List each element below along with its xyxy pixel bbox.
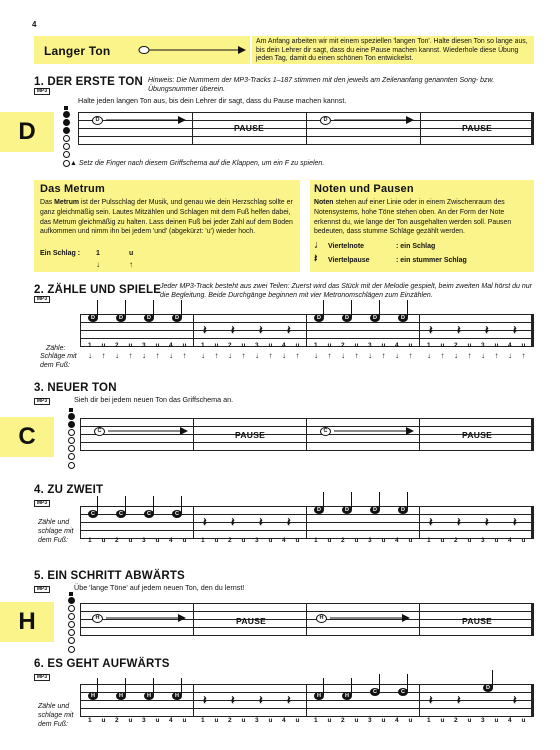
s3-instruction: Sieh dir bei jedem neuen Ton das Griffschema an. — [74, 395, 234, 404]
quarter-note: C — [88, 510, 98, 518]
count-label: u — [521, 342, 526, 349]
arrow-down-icon: ↓ — [395, 351, 399, 360]
mp3-badge[interactable]: MP3 — [34, 398, 50, 405]
arrow-down-icon: ↓ — [314, 351, 318, 360]
count-label: u — [128, 537, 133, 544]
arrow-up-icon: ↑ — [467, 351, 472, 360]
count-label: u — [327, 342, 332, 349]
note-stem — [351, 678, 352, 695]
note-letter-box — [0, 602, 54, 642]
foot-label: Schläge mit dem Fuß: — [40, 353, 77, 369]
count-label: u — [521, 537, 526, 544]
count-label: u — [354, 537, 359, 544]
count-label: u — [241, 537, 246, 544]
count-label: 3 — [255, 537, 259, 544]
quarter-rest-icon: 𝄽 — [457, 323, 461, 337]
note-stem — [407, 492, 408, 509]
staff-s6 — [80, 684, 534, 717]
count-label: u — [327, 537, 332, 544]
count-label: 3 — [142, 537, 146, 544]
count-label: 2 — [341, 717, 345, 724]
noten-row2-value: : ein stummer Schlag — [396, 257, 467, 264]
quarter-rest-icon: 𝄽 — [429, 323, 433, 337]
fingering-chart — [68, 408, 76, 470]
quarter-note: C — [144, 510, 154, 518]
count-label: u — [408, 717, 413, 724]
count-label: 1 — [427, 342, 431, 349]
noten-box — [310, 180, 534, 272]
count-label: 2 — [228, 717, 232, 724]
note-stem — [323, 492, 324, 509]
count-label: 1 — [88, 717, 92, 724]
note-stem — [351, 492, 352, 509]
count-label: 2 — [454, 537, 458, 544]
quarter-note: D — [398, 314, 408, 322]
mp3-badge[interactable]: MP3 — [34, 296, 50, 303]
count-label: u — [268, 342, 273, 349]
count-label: u — [295, 342, 300, 349]
long-arrow-icon — [138, 45, 248, 55]
count-label: u — [440, 537, 445, 544]
arrow-up-icon: ↑ — [155, 351, 160, 360]
quarter-note: C — [370, 688, 380, 696]
note-stem — [379, 492, 380, 509]
noten-row1-label: Viertelnote — [328, 243, 365, 250]
arrow-up-icon: ↑ — [354, 351, 359, 360]
arrow-down-icon: ↓ — [169, 351, 173, 360]
metrum-box — [34, 180, 300, 272]
quarter-rest-icon: 𝄽 — [231, 515, 235, 529]
note-stem — [351, 300, 352, 317]
quarter-rest-icon: 𝄽 — [287, 515, 291, 529]
count-label: u — [241, 717, 246, 724]
count-label: 4 — [395, 342, 399, 349]
count-label: u — [440, 717, 445, 724]
count-label: 3 — [255, 717, 259, 724]
count-label: 2 — [115, 537, 119, 544]
note-letter: C — [18, 423, 36, 450]
arrow-down-icon: ↓ — [115, 351, 119, 360]
count-label: u — [268, 537, 273, 544]
count-label: u — [381, 717, 386, 724]
s1-footnote: ▲ Setz die Finger nach diesem Griffschema auf die Klappen, um ein F zu spielen. — [70, 160, 325, 167]
quarter-note: D — [314, 314, 324, 322]
arrow-up-icon: ↑ — [440, 351, 445, 360]
count-label: u — [327, 717, 332, 724]
pause-label: PAUSE — [234, 123, 265, 133]
count-label: u — [101, 717, 106, 724]
arrow-up-icon: ↑ — [295, 351, 300, 360]
note-stem — [125, 678, 126, 695]
arrow-down-icon: ↓ — [255, 351, 259, 360]
count-label: 2 — [454, 342, 458, 349]
quarter-rest-icon: 𝄽 — [259, 323, 263, 337]
quarter-rest-icon: 𝄽 — [203, 515, 207, 529]
note-stem — [153, 678, 154, 695]
count-label: u — [155, 342, 160, 349]
count-label: u — [354, 717, 359, 724]
s2-title: 2. ZÄHLE UND SPIELE — [34, 284, 162, 296]
quarter-note: H — [144, 692, 154, 700]
count-label: 4 — [169, 717, 173, 724]
count-label: 4 — [395, 717, 399, 724]
note-letter-box — [0, 112, 54, 152]
noten-row2-label: Viertelpause — [328, 257, 370, 264]
count-label: 1 — [201, 717, 205, 724]
count-label: 4 — [169, 537, 173, 544]
arrow-down-icon: ↓ — [228, 351, 232, 360]
hold-arrow-icon — [106, 612, 186, 622]
count-label: 3 — [481, 342, 485, 349]
whole-note: H — [92, 614, 103, 623]
noten-text: Noten stehen auf einer Linie oder in einem Zwischenraum des Notensystems, hohe Töne stehen oben. An der Form der Note erkennst du, wie lange der Ton ausgehalten werden soll. Pausen bedeuten, dass stumme Schläge gezählt werden. — [314, 199, 512, 236]
quarter-rest-icon: 𝄽 — [203, 693, 207, 707]
arrow-down-icon: ↓ — [201, 351, 205, 360]
note-letter: H — [18, 608, 36, 635]
arrow-down-icon: ↓ — [454, 351, 458, 360]
quarter-note: D — [314, 506, 324, 514]
beat-1: 1 — [96, 250, 100, 257]
count-label: 2 — [454, 717, 458, 724]
beat-u: u — [129, 250, 134, 257]
count-label: u — [182, 717, 187, 724]
noten-title: Noten und Pausen — [314, 183, 414, 195]
count-label: u — [521, 717, 526, 724]
note-stem — [97, 496, 98, 513]
mp3-badge[interactable]: MP3 — [34, 88, 50, 95]
pause-label: PAUSE — [236, 616, 267, 626]
quarter-note: D — [483, 684, 493, 692]
count-label: 2 — [228, 537, 232, 544]
mp3-badge[interactable]: MP3 — [34, 674, 50, 681]
quarter-note-icon: ♩ — [314, 239, 325, 251]
beat-label: Ein Schlag : — [40, 250, 81, 257]
count-label: 1 — [88, 537, 92, 544]
count-label: u — [440, 342, 445, 349]
note-stem — [125, 300, 126, 317]
count-label: 4 — [169, 342, 173, 349]
count-label: u — [155, 537, 160, 544]
s1-hint: Hinweis: Die Nummern der MP3-Tracks 1–187 stimmen mit den jeweils am Zeilenanfang genannten Song- bzw. Übungsnummer überein. — [148, 77, 495, 93]
quarter-rest-icon: 𝄽 — [457, 693, 461, 707]
arrow-up-icon: ↑ — [129, 260, 133, 269]
count-label: 3 — [142, 717, 146, 724]
note-stem — [323, 300, 324, 317]
arrow-up-icon: ↑ — [408, 351, 413, 360]
quarter-rest-icon: 𝄽 — [513, 693, 517, 707]
quarter-rest-icon: 𝄽 — [259, 515, 263, 529]
quarter-rest-icon: 𝄽 — [259, 693, 263, 707]
count-label: u — [101, 342, 106, 349]
quarter-note: C — [398, 688, 408, 696]
count-label: 3 — [255, 342, 259, 349]
count-label: 2 — [115, 342, 119, 349]
s3-title: 3. NEUER TON — [34, 382, 117, 394]
noten-row1-value: : ein Schlag — [396, 243, 436, 250]
count-label: 1 — [88, 342, 92, 349]
arrow-down-icon: ↓ — [368, 351, 372, 360]
whole-note: C — [320, 427, 331, 436]
count-label: Zähle und schlage mit dem Fuß: — [38, 519, 74, 544]
quarter-rest-icon: 𝄽 — [231, 693, 235, 707]
arrow-up-icon: ↑ — [128, 351, 133, 360]
quarter-rest-icon: 𝄽 — [513, 515, 517, 529]
note-stem — [407, 300, 408, 317]
arrow-down-icon: ↓ — [282, 351, 286, 360]
note-stem — [153, 496, 154, 513]
quarter-rest-icon: 𝄽 — [203, 323, 207, 337]
arrow-down-icon: ↓ — [142, 351, 146, 360]
pause-label: PAUSE — [462, 430, 493, 440]
count-label: u — [494, 717, 499, 724]
count-label: Zähle und schlage mit dem Fuß: — [38, 703, 74, 728]
quarter-note: D — [398, 506, 408, 514]
whole-note: H — [316, 614, 327, 623]
metrum-title: Das Metrum — [40, 183, 105, 195]
arrow-down-icon: ↓ — [96, 260, 100, 269]
count-label: u — [214, 342, 219, 349]
count-label: 3 — [368, 717, 372, 724]
quarter-note: D — [116, 314, 126, 322]
count-label: 4 — [508, 717, 512, 724]
pause-label: PAUSE — [235, 430, 266, 440]
quarter-rest-icon: 𝄽 — [429, 693, 433, 707]
quarter-rest-icon: 𝄽 — [314, 253, 318, 265]
count-label: 4 — [395, 537, 399, 544]
count-label: 1 — [201, 537, 205, 544]
count-label: 2 — [341, 537, 345, 544]
whole-note: D — [92, 116, 103, 125]
count-label: u — [241, 342, 246, 349]
note-stem — [407, 674, 408, 691]
pause-label: PAUSE — [462, 123, 493, 133]
s4-title: 4. ZU ZWEIT — [34, 484, 104, 496]
s1-title: 1. DER ERSTE TON — [34, 76, 144, 88]
note-stem — [97, 678, 98, 695]
quarter-rest-icon: 𝄽 — [513, 323, 517, 337]
whole-note: C — [94, 427, 105, 436]
count-label: Zähle: — [46, 345, 66, 352]
count-label: u — [182, 537, 187, 544]
intro-text: Am Anfang arbeiten wir mit einem speziellen 'langen Ton'. Halte diesen Ton so lange aus, bis dein Lehrer dir sagt, dass du eine Pause machen kannst. Wiederhole diese Übung jeden Tag, damit du einen schönen Ton entwickelst. — [252, 36, 534, 64]
quarter-note: H — [342, 692, 352, 700]
quarter-note: D — [370, 506, 380, 514]
count-label: 1 — [314, 342, 318, 349]
quarter-note: D — [370, 314, 380, 322]
count-label: 3 — [368, 342, 372, 349]
s1-instruction: Halte jeden langen Ton aus, bis dein Lehrer dir sagt, dass du Pause machen kannst. — [78, 96, 347, 105]
arrow-up-icon: ↑ — [494, 351, 499, 360]
quarter-note: D — [342, 506, 352, 514]
hold-arrow-icon — [106, 114, 186, 124]
count-label: 2 — [341, 342, 345, 349]
quarter-note: H — [116, 692, 126, 700]
count-label: u — [381, 342, 386, 349]
arrow-up-icon: ↑ — [521, 351, 526, 360]
s6-title: 6. ES GEHT AUFWÄRTS — [34, 658, 170, 670]
quarter-rest-icon: 𝄽 — [457, 515, 461, 529]
note-stem — [379, 674, 380, 691]
arrow-down-icon: ↓ — [341, 351, 345, 360]
note-letter: D — [18, 118, 36, 145]
quarter-note: C — [116, 510, 126, 518]
arrow-up-icon: ↑ — [214, 351, 219, 360]
hold-arrow-icon — [334, 425, 414, 435]
note-stem — [153, 300, 154, 317]
count-label: 4 — [282, 342, 286, 349]
mp3-badge[interactable]: MP3 — [34, 500, 50, 507]
arrow-up-icon: ↑ — [381, 351, 386, 360]
count-label: u — [128, 342, 133, 349]
count-label: u — [214, 717, 219, 724]
count-label: 4 — [282, 717, 286, 724]
count-label: 1 — [427, 537, 431, 544]
note-stem — [323, 678, 324, 695]
note-letter-box — [0, 417, 54, 457]
metrum-text: Das Metrum ist der Pulsschlag der Musik, und genau wie dein Herzschlag sollte er ganz gleichmäßig sein. Lautes Mitzählen und Schlagen mit dem Fuß helfen dabei, das Metrum gleichmäßig zu halten. Lass deinen Fuß bei jeder Zahl auf dem Boden aufkommen und nimm ihn bei jedem 'und' (abgekürzt: 'u') wieder hoch. — [40, 199, 293, 236]
quarter-note: H — [172, 692, 182, 700]
intro-title: Langer Ton — [44, 44, 111, 58]
count-label: u — [295, 717, 300, 724]
hold-arrow-icon — [330, 612, 410, 622]
quarter-rest-icon: 𝄽 — [287, 693, 291, 707]
quarter-rest-icon: 𝄽 — [429, 515, 433, 529]
note-stem — [125, 496, 126, 513]
count-label: u — [268, 717, 273, 724]
count-label: u — [128, 717, 133, 724]
count-label: u — [467, 537, 472, 544]
count-label: 3 — [481, 537, 485, 544]
arrow-down-icon: ↓ — [508, 351, 512, 360]
quarter-note: C — [172, 510, 182, 518]
count-label: 3 — [368, 537, 372, 544]
quarter-note: D — [342, 314, 352, 322]
count-label: 1 — [314, 537, 318, 544]
arrow-up-icon: ↑ — [182, 351, 187, 360]
note-stem — [181, 496, 182, 513]
hold-arrow-icon — [108, 425, 188, 435]
count-label: u — [295, 537, 300, 544]
count-label: 1 — [201, 342, 205, 349]
note-stem — [492, 670, 493, 687]
count-label: 2 — [115, 717, 119, 724]
count-label: 2 — [228, 342, 232, 349]
quarter-rest-icon: 𝄽 — [485, 323, 489, 337]
count-label: u — [101, 537, 106, 544]
arrow-up-icon: ↑ — [101, 351, 106, 360]
arrow-down-icon: ↓ — [88, 351, 92, 360]
quarter-rest-icon: 𝄽 — [287, 323, 291, 337]
count-label: u — [408, 537, 413, 544]
note-stem — [379, 300, 380, 317]
pause-label: PAUSE — [462, 616, 493, 626]
arrow-up-icon: ↑ — [241, 351, 246, 360]
note-stem — [181, 678, 182, 695]
fingering-chart — [68, 592, 76, 654]
quarter-note: H — [88, 692, 98, 700]
note-stem — [181, 300, 182, 317]
count-label: u — [354, 342, 359, 349]
count-label: u — [182, 342, 187, 349]
arrow-up-icon: ↑ — [268, 351, 273, 360]
count-label: 1 — [427, 717, 431, 724]
count-label: u — [467, 342, 472, 349]
whole-note: D — [320, 116, 331, 125]
s5-instruction: Übe 'lange Töne' auf jedem neuen Ton, den du lernst! — [74, 583, 245, 592]
count-label: u — [408, 342, 413, 349]
count-label: 3 — [142, 342, 146, 349]
mp3-badge[interactable]: MP3 — [34, 586, 50, 593]
quarter-rest-icon: 𝄽 — [231, 323, 235, 337]
arrow-up-icon: ↑ — [327, 351, 332, 360]
s5-title: 5. EIN SCHRITT ABWÄRTS — [34, 570, 185, 582]
quarter-note: D — [172, 314, 182, 322]
note-stem — [97, 300, 98, 317]
count-label: 1 — [314, 717, 318, 724]
count-label: 4 — [282, 537, 286, 544]
page-number: 4 — [32, 20, 37, 29]
count-label: u — [467, 717, 472, 724]
count-label: u — [155, 717, 160, 724]
count-label: u — [381, 537, 386, 544]
arrow-down-icon: ↓ — [481, 351, 485, 360]
count-label: 4 — [508, 537, 512, 544]
quarter-note: D — [144, 314, 154, 322]
count-label: 3 — [481, 717, 485, 724]
arrow-down-icon: ↓ — [427, 351, 431, 360]
count-label: u — [214, 537, 219, 544]
quarter-note: D — [88, 314, 98, 322]
intro-title-box — [34, 36, 250, 64]
count-label: 4 — [508, 342, 512, 349]
quarter-note: H — [314, 692, 324, 700]
count-label: u — [494, 537, 499, 544]
count-label: u — [494, 342, 499, 349]
hold-arrow-icon — [334, 114, 414, 124]
s2-hint: Jeder MP3-Track besteht aus zwei Teilen: Zuerst wird das Stück mit der Melodie gespielt, beim zweiten Mal hörst du nur die Begleitung. Beide Durchgänge beginnen mit vier Metronomschlägen zum Einzählen. — [160, 283, 532, 299]
quarter-rest-icon: 𝄽 — [485, 515, 489, 529]
